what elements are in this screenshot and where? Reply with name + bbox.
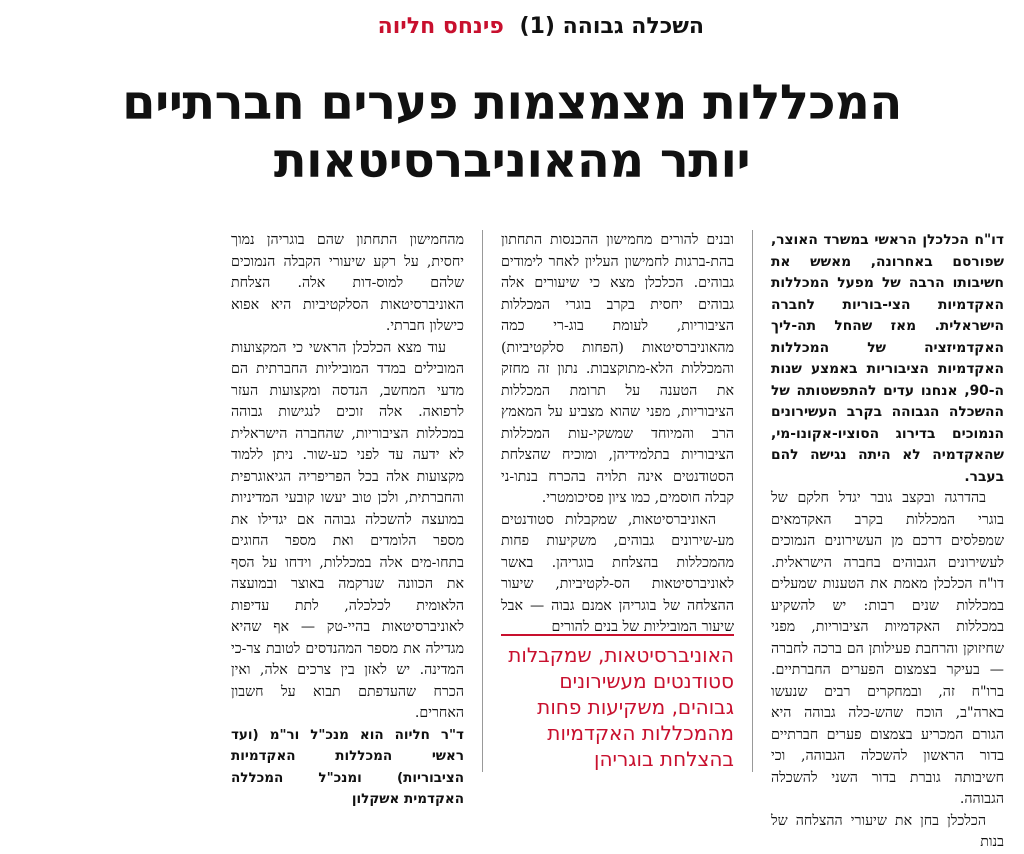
article-kicker: [20, 14, 704, 39]
column-1: [771, 230, 1004, 850]
pull-quote: האוניברסיטאות, שמקבלות סטודנטים מעשירונים גבוהים, משקיעות פחות מהמכללות האקדמיות בהצלחת בוגריהן: [501, 634, 734, 772]
author-bio: ד"ר חליוה הוא מנכ"ל ור"מ (ועד ראשי המכללות האקדמיות הציבוריות) ומנכ"ל המכללה האקדמית אשקלון: [231, 726, 464, 807]
column-divider: [752, 230, 753, 772]
headline: [30, 74, 994, 190]
column-divider: [482, 230, 483, 772]
body-paragraph: בהדרגה ובקצב גובר יגדל חלקם של בוגרי המכללות בקרב האקדמאים שמפלסים דרכם מן העשירונים הנמוכים לעשירונים הגבוהים בחברה הישראלית. דו"ח הכלכלן מאמת את הטענות שמעלים במכללות שנים רבות: יש להשקיע במכללות האקדמיות הציבוריות, מפני שחיזוקן והרחבת פעילותן הם ברכה לחברה — בעיקר בצמצום הפערים החברתיים. ברו"ח זה, ובמחקרים רבים שנעשו בארה"ב, הוכח שהש-כלה גבוהה היא הגורם המכריע בצמצום פערים חברתיים בדור הראשון להשכלה הגבוהה, וכי חשיבותה גוברת בדור השני להשכלה הגבוהה.: [771, 490, 1004, 807]
column-2: [501, 230, 734, 772]
body-paragraph: מהחמישון התחתון שהם בוגריהן נמוך יחסית, על רקע שיעורי הקבלה הנמוכים שלהם למוס-דות אלה. הצלחת האוניברסיטאות הסלקטיביות היא אפוא כישלון חברתי.: [231, 232, 464, 334]
headline-line-2: יותר מהאוניברסיטאות: [273, 133, 751, 189]
author-name: פינחס חליוה: [377, 14, 504, 39]
body-paragraph: האוניברסיטאות, שמקבלות סטודנטים מע-שירונים גבוהים, משקיעות פחות מהמכללות בהצלחת בוגריהן. באשר לאוניברסיטאות הס-לקטיביות, שיעור ההצלחה של בוגריהן אמנם גבוה — אבל שיעור המוביליות של בנים להורים: [501, 511, 734, 635]
headline-line-1: המכללות מצמצמות פערים חברתיים: [122, 75, 902, 131]
column-3: [231, 230, 464, 807]
body-paragraph: הכלכלן בחן את שיעורי ההצלחה של בנות: [771, 812, 1004, 850]
lead-paragraph: דו"ח הכלכלן הראשי במשרד האוצר, שפורסם באחרונה, מאשש את חשיבותו הרבה של מפעל המכללות האקדמיות הצי-בוריות לחברה הישראלית. מאז שהחל תה-ליך האקדמיזציה של המכללות האקדמיות הציבוריות באמצע שנות ה-90, אנחנו עדים להתפשטותה של ההשכלה הגבוהה בקרב העשירונים הנמוכים בדירוג הסוציו-אקונו-מי, שהאקדמיה לא היתה נגישה להם בעבר.: [771, 232, 1004, 485]
body-paragraph: עוד מצא הכלכלן הראשי כי המקצועות המובילים במדד המוביליות החברתית הם מדעי המחשב, הנדסה ומקצועות העזר לרפואה. אלה זוכים לנגישות גבוהה במכללות הציבוריות, שהחברה הישראלית לא ידעה עד לפני כע-שור. ניתן ללמוד מקצועות אלה בכל הפריפריה הגיאוגרפית והחברתית, ולכן טוב יעשו קובעי המדיניות במועצה להשכלה גבוהה אם יגדילו את מספר הלומדים ואת מספר החוגים בתחו-מים אלה במכללות, וידחו על הסף את הכוונה שנרקמה באוצר ובמועצה הלאומית לכלכלה, לתת עדיפות לאוניברסיטאות בהיי-טק — אף שהיא מגדילה את מספר המהנדסים לטובת צר-כי המדינה. יש לאזן בין צרכים אלה, ואין הכרח שהעדפתם תבוא על חשבון האחרים.: [231, 339, 464, 721]
article-body: [20, 230, 1004, 850]
body-paragraph: ובנים להורים מחמישון ההכנסות התחתון בהת-ברגות לחמישון העליון לאחר לימודים גבוהים. הכלכלן מצא כי שיעורים אלה גבוהים יחסית בקרב בוגרי המכללות הציבוריות, לעומת בוג-רי כמה מהאוניברסיטאות (הפחות סלקטיביות) והמכללות הלא-מתוקצבות. נתון זה מחזק את הטענה על תרומת המכללות הציבוריות, מפני שהוא מצביע על המאמץ הרב והמיוחד שמשקי-עות המכללות הציבוריות בתלמידיהן, ומוכיח שהצלחת הסטודנטים אינה תלויה בהכרח בנתו-ני קבלה חוסמים, כמו ציון פסיכומטרי.: [501, 232, 734, 506]
section-label: השכלה גבוהה (1): [519, 14, 704, 39]
